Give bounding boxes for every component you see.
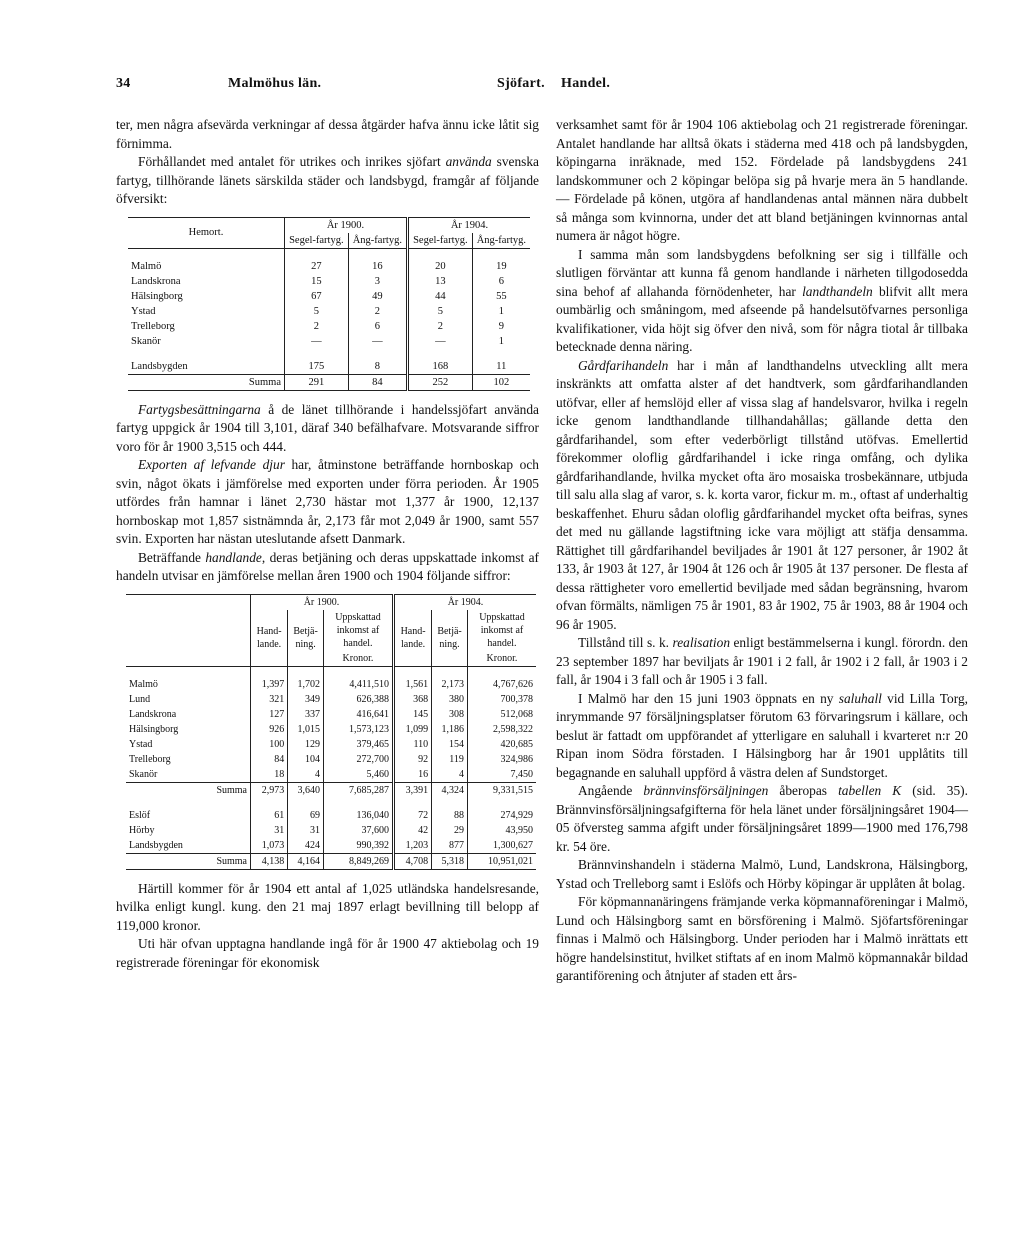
table-row: Hälsingborg 926 1,015 1,573,123 1,099 1,186 2,598,322 (126, 722, 536, 737)
paragraph: ter, men några afsevärda verkningar af dessa åtgärder hafva ännu icke låtit sig förnimma. (116, 117, 539, 151)
col-header-year-1900: År 1900. (285, 217, 408, 233)
col-header-inkomst: Uppskattad inkomst af handel. (323, 610, 393, 651)
table-row: Hörby 31 31 37,600 42 29 43,950 (126, 823, 536, 838)
paragraph: I Malmö har den 15 juni 1903 öppnats en ny saluhall vid Lilla Torg, inrymmande 97 försäljningsplatser förutom 63 förvaringsrum i källare, och beslut är fattadt om uppförandet af ytterligare en saluhall i kvarteret n:r 20 Ripan inom Södra förstaden. I Hälsingborg har år 1901 upplåtits till begagnande en saluhall uppförd å västra delen af Sundstorget. (556, 690, 968, 780)
paragraph: verksamhet samt för år 1904 106 aktiebolag och 21 registrerade föreningar. Antalet handlande har alltså ökats i städerna med 418 och på landsbygden, köpingarna inräknade, med 152. Fördelade på landsbygdens 241 landskommuner och 2 köpingar belöpa sig på hvarje mera än 5 handlande. — Fördelade på könen, utgöra af handlandenas antal männen nära dubbelt så många som kvinnorna, under det att bland betjäningen kvinnornas antal numera är något högre. (556, 117, 968, 243)
paragraph: Angående brännvinsförsäljningen åberopas tabellen K (sid. 35). Brännvinsförsäljningsafgifterna för hela länet under försäljningsåret 1904—05 öfversteg samma afgift under försäljningsåret 1899—1900 med 176,798 kr. 54 öre. (556, 783, 968, 854)
col-header-segel: Segel-fartyg. (285, 233, 349, 249)
section-heading-sjofart: Sjöfart. (497, 76, 545, 91)
col-header-handlande: Hand-lande. (251, 610, 288, 667)
table-row: Landsbygden 1,073 424 990,392 1,203 877 1,300,627 (126, 838, 536, 854)
paragraph: I samma mån som landsbygdens befolkning ser sig i tillfälle och slutligen förväntar att kunna få genom handlande i närheten tillgodosedda sina behof af allahanda förnödenheter, har landthandeln blifvit allt mera oumbärlig och småningom, med afseende på handelsutöfvarnes personliga kvalifikationer, vida höjt sig öfver den nivå, som för några tiotal år tillbaka betecknade denna näring. (556, 246, 968, 354)
table-row: Hälsingborg 67 49 44 55 (128, 289, 530, 304)
page-number: 34 (116, 76, 131, 91)
merchants-table (126, 594, 536, 870)
paragraph: Uti här ofvan upptagna handlande ingå för år 1900 47 aktiebolag och 19 registrerade föreningar för ekonomisk (116, 936, 539, 970)
table-row: Ystad 5 2 5 1 (128, 304, 530, 319)
table-row: Skanör 18 4 5,460 16 4 7,450 (126, 767, 536, 783)
section-heading-handel: Handel. (561, 76, 611, 91)
col-header-year-1904: År 1904. (408, 217, 531, 233)
table-row: Skanör — — — 1 (128, 334, 530, 349)
table-sum-row: Summa 4,138 4,164 8,849,269 4,708 5,318 10,951,021 (126, 853, 536, 869)
col-header-betjaning: Betjä-ning. (432, 610, 468, 667)
paragraph: För köpmannanäringens främjande verka köpmannaföreningar i Malmö, Lund och Hälsingborg samt en börsförening i Malmö. Sjöfartsföreningar finnas i Malmö och Hälsingborg. Under perioden har i Malmö inrättats ett högre handelsinstitut, hvilket stiftats af en inom Malmö köpmannakår bildad garantiförening och åtnjuter af staden ett års- (556, 894, 968, 983)
table-sum-row: Summa 291 84 252 102 (128, 374, 530, 390)
col-header-kronor: Kronor. (323, 651, 393, 667)
paragraph: Fartygsbesättningarna å de länet tillhörande i handelssjöfart använda fartyg uppgick år 1904 till 3,101, däraf 340 befälhafvare. Motsvarande siffror voro för år 1900 3,515 och 444. (116, 401, 539, 454)
table-row: Malmö 1,397 1,702 4,411,510 1,561 2,173 4,767,626 (126, 677, 536, 692)
table-row: Ystad 100 129 379,465 110 154 420,685 (126, 737, 536, 752)
table-subtotal-row: Summa 2,973 3,640 7,685,287 3,391 4,324 9,331,515 (126, 782, 536, 798)
paragraph: Härtill kommer för år 1904 ett antal af 1,025 utländska handelsresande, hvilka enligt kungl. kung. den 21 maj 1897 erlagt bevillning till belopp af 119,000 kronor. (116, 880, 539, 933)
col-header-betjaning: Betjä-ning. (288, 610, 324, 667)
paragraph: Gårdfarihandeln har i mån af landthandelns utveckling allt mera inskränkts att omfatta alster af det handtverk, som gårdfarihandlanden utöfvar, eller af hemslöjd eller af vissa slag af handelsvaror, hvilka i regeln icke genom landthandlande tillhandahållas; gällande detta den gårdfarihandel, som efter vederbörligt tillstånd utöfvas. Emellertid förekommer oloflig gårdfarihandel i icke ringa omfång, och dylika gårdfarihandlande, hvilka mycket ofta äro mosaiska trosbekännare, utbjuda till salu alla slag af varor, s. k. korta varor, fickur m. m., oftast af underhaltig beskaffenhet. Ehuru sådan oloflig gårdfarihandel mycket ofta beifras, synes det med nu gällande lagstiftning icke vara möjligt att stäfja densamma. Rättighet till gårdfarihandel beviljades år 1901 åt 127 personer, år 1902 åt 133, år 1903 åt 127, år 1904 åt 126 och år 1905 åt 137 personer. De flesta af dessa rättigheter voro emellertid beviljade med sådan begränsning, hvarom ofvan förmälts, nämligen 75 år 1901, 83 år 1902, 75 år 1903, 88 år 1904 och 96 år 1905. (556, 357, 968, 632)
table-row: Landsbygden 175 8 168 11 (128, 359, 530, 375)
col-header-ang: Ång-fartyg. (348, 233, 407, 249)
paragraph: Beträffande handlande, deras betjäning och deras uppskattade inkomst af handeln utvisar en jämförelse mellan åren 1900 och 1904 följande siffror: (116, 549, 539, 583)
col-header-handlande: Hand-lande. (393, 610, 431, 667)
col-header-ang: Ång-fartyg. (472, 233, 530, 249)
table-row: Eslöf 61 69 136,040 72 88 274,929 (126, 808, 536, 823)
paragraph: Tillstånd till s. k. realisation enligt bestämmelserna i kungl. förordn. den 23 september 1897 har beviljats år 1901 i 2 fall, år 1902 i 2 fall, år 1903 i 2 fall, år 1904 i 3 fall och år 1905 i 3 fall. (556, 635, 968, 687)
table-row: Trelleborg 84 104 272,700 92 119 324,986 (126, 752, 536, 767)
col-header-inkomst: Uppskattad inkomst af handel. (467, 610, 536, 651)
col-header-year-1900: År 1900. (251, 594, 394, 610)
table-row: Lund 321 349 626,388 368 380 700,378 (126, 692, 536, 707)
col-header-hemort: Hemort. (128, 217, 285, 248)
fleet-table (128, 217, 530, 391)
paragraph: Exporten af lefvande djur har, åtminstone beträffande hornboskap och svin, något ökats i jämförelse med exporten under förra perioden. År 1905 utfördes från hamnar i länet 2,730 hästar mot 1,377 år 1900, 12,137 hornboskap mot 1,857 sistnämnda år, 2,173 får mot 2,049 år 1900, samt 557 svin. Exporten har nästan uteslutande afsett Danmark. (116, 457, 539, 546)
col-header-year-1904: År 1904. (393, 594, 536, 610)
paragraph: Förhållandet med antalet för utrikes och inrikes sjöfart använda svenska fartyg, tillhörande länets särskilda städer och landsbygd, framgår af följande öfversikt: (116, 154, 540, 206)
left-column (116, 116, 539, 972)
table-row: Malmö 27 16 20 19 (128, 259, 530, 274)
col-header-kronor: Kronor. (467, 651, 536, 667)
col-header-segel: Segel-fartyg. (408, 233, 473, 249)
table-row: Trelleborg 2 6 2 9 (128, 319, 530, 334)
table-row: Landskrona 127 337 416,641 145 308 512,068 (126, 707, 536, 722)
right-column (556, 116, 968, 986)
paragraph: Brännvinshandeln i städerna Malmö, Lund, Landskrona, Hälsingborg, Ystad och Trelleborg samt i Eslöfs och Hörby köpingar är upplåten åt bolag. (556, 857, 968, 891)
running-title: Malmöhus län. (228, 76, 322, 91)
table-row: Landskrona 15 3 13 6 (128, 274, 530, 289)
